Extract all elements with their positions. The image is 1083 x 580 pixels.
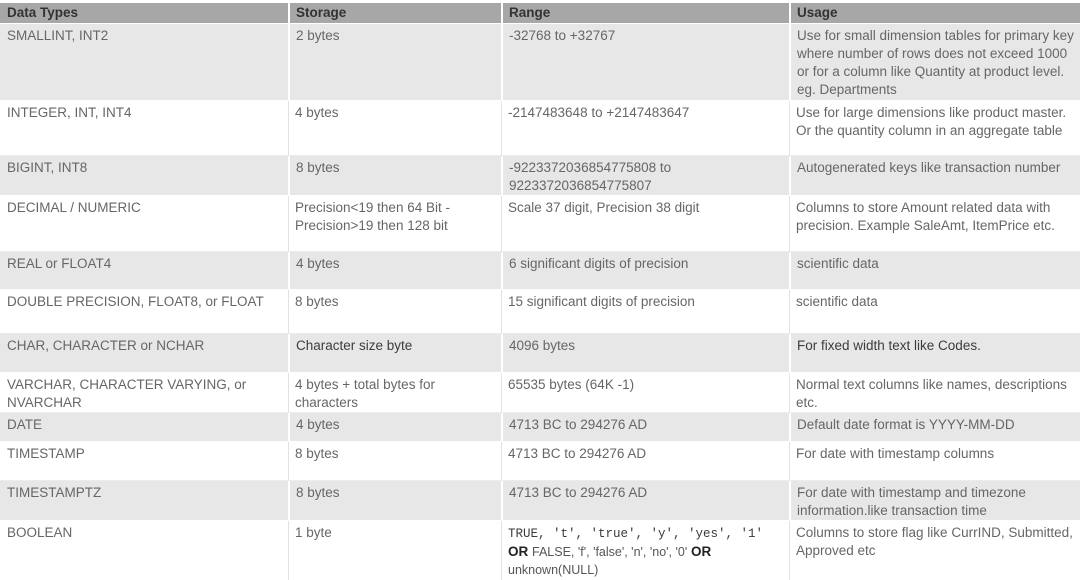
table-header-row: [0, 3, 1080, 24]
cell-data-type: REAL or FLOAT4: [0, 252, 288, 290]
table-row: [0, 373, 1080, 413]
cell-data-type: BOOLEAN: [0, 521, 288, 580]
cell-storage: 2 bytes: [288, 24, 501, 101]
cell-usage: Autogenerated keys like transaction number: [789, 156, 1080, 196]
cell-usage: Use for large dimensions like product master. Or the quantity column in an aggregate table: [789, 101, 1080, 156]
cell-data-type: INTEGER, INT, INT4: [0, 101, 288, 156]
cell-range: 15 significant digits of precision: [501, 290, 789, 334]
cell-data-type: VARCHAR, CHARACTER VARYING, or NVARCHAR: [0, 373, 288, 413]
table-body: [0, 24, 1080, 580]
cell-usage: Use for small dimension tables for primary key where number of rows does not exceed 1000 or for a column like Quantity at product level. eg. Departments: [789, 24, 1080, 101]
range-segment-bold: OR: [687, 544, 712, 559]
cell-usage: scientific data: [789, 252, 1080, 290]
table-row: [0, 196, 1080, 252]
table-row: [0, 290, 1080, 334]
cell-usage: Default date format is YYYY-MM-DD: [789, 413, 1080, 442]
range-segment-normal: unknown(NULL): [508, 563, 599, 577]
cell-data-type: CHAR, CHARACTER or NCHAR: [0, 334, 288, 373]
cell-storage: 8 bytes: [288, 290, 501, 334]
table-row: [0, 521, 1080, 580]
cell-range: 4096 bytes: [501, 334, 789, 373]
header-data-types: Data Types: [0, 3, 288, 24]
range-segment-bold: OR: [508, 544, 533, 559]
cell-usage: For fixed width text like Codes.: [789, 334, 1080, 373]
cell-range: [501, 521, 789, 580]
cell-storage: Character size byte: [288, 334, 501, 373]
table-row: [0, 24, 1080, 101]
cell-range: 4713 BC to 294276 AD: [501, 413, 789, 442]
cell-data-type: TIMESTAMPTZ: [0, 481, 288, 521]
cell-range: 4713 BC to 294276 AD: [501, 481, 789, 521]
data-types-table: [0, 3, 1080, 580]
cell-usage: scientific data: [789, 290, 1080, 334]
header-range: Range: [501, 3, 789, 24]
range-segment-normal: FALSE, 'f', 'false', 'n', 'no', '0': [532, 545, 688, 559]
cell-range: -9223372036854775808 to 9223372036854775807: [501, 156, 789, 196]
cell-storage: 8 bytes: [288, 481, 501, 521]
cell-range: -32768 to +32767: [501, 24, 789, 101]
cell-storage: 4 bytes: [288, 101, 501, 156]
cell-data-type: DECIMAL / NUMERIC: [0, 196, 288, 252]
cell-range: Scale 37 digit, Precision 38 digit: [501, 196, 789, 252]
cell-range: 65535 bytes (64K -1): [501, 373, 789, 413]
table-row: [0, 156, 1080, 196]
cell-range: 6 significant digits of precision: [501, 252, 789, 290]
table-row: [0, 413, 1080, 442]
cell-storage: 8 bytes: [288, 442, 501, 481]
header-usage: Usage: [789, 3, 1080, 24]
cell-range: -2147483648 to +2147483647: [501, 101, 789, 156]
cell-storage: 4 bytes + total bytes for characters: [288, 373, 501, 413]
cell-storage: Precision<19 then 64 Bit - Precision>19 then 128 bit: [288, 196, 501, 252]
cell-storage: 8 bytes: [288, 156, 501, 196]
cell-usage: Columns to store Amount related data with precision. Example SaleAmt, ItemPrice etc.: [789, 196, 1080, 252]
cell-data-type: DATE: [0, 413, 288, 442]
cell-usage: Columns to store flag like CurrIND, Submitted, Approved etc: [789, 521, 1080, 580]
cell-usage: Normal text columns like names, descriptions etc.: [789, 373, 1080, 413]
table-row: [0, 481, 1080, 521]
cell-usage: For date with timestamp and timezone information.like transaction time: [789, 481, 1080, 521]
table-row: [0, 252, 1080, 290]
cell-data-type: BIGINT, INT8: [0, 156, 288, 196]
cell-storage: 4 bytes: [288, 252, 501, 290]
cell-data-type: SMALLINT, INT2: [0, 24, 288, 101]
cell-usage: For date with timestamp columns: [789, 442, 1080, 481]
cell-range: 4713 BC to 294276 AD: [501, 442, 789, 481]
table-row: [0, 101, 1080, 156]
range-segment-mono: TRUE, 't', 'true', 'y', 'yes', '1': [508, 527, 764, 541]
header-storage: Storage: [288, 3, 501, 24]
cell-data-type: TIMESTAMP: [0, 442, 288, 481]
table-row: [0, 334, 1080, 373]
cell-storage: 1 byte: [288, 521, 501, 580]
table-row: [0, 442, 1080, 481]
cell-storage: 4 bytes: [288, 413, 501, 442]
cell-data-type: DOUBLE PRECISION, FLOAT8, or FLOAT: [0, 290, 288, 334]
